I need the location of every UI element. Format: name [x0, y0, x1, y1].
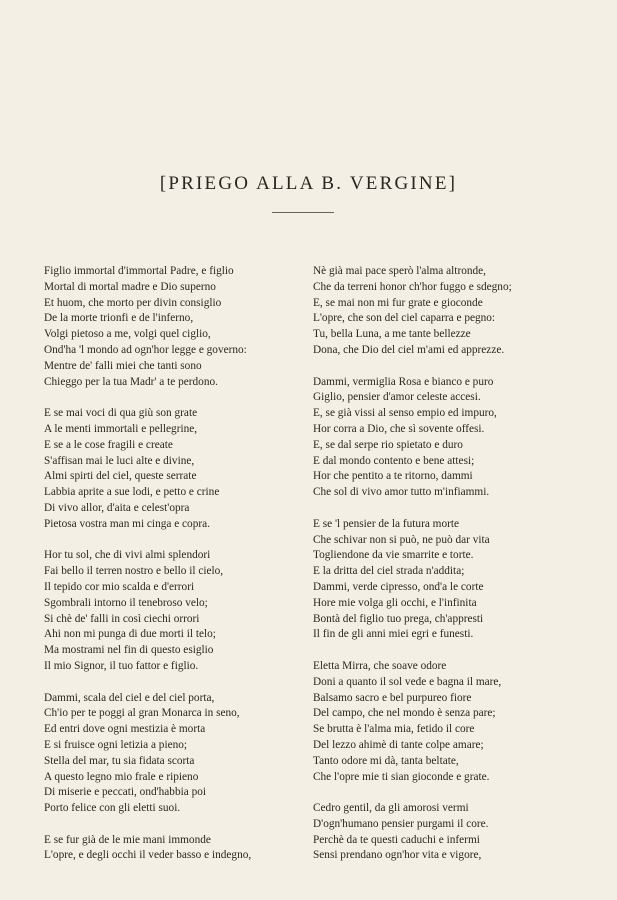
verse-line: Ed entri dove ogni mestizia è morta	[44, 723, 206, 736]
verse-line: Giglio, pensier d'amor celeste accesi.	[313, 391, 481, 404]
verse-line: A le menti immortali e pellegrine,	[44, 422, 198, 435]
verse-line: E se a le cose fragili e create	[44, 438, 173, 451]
verse-line: D'ogn'humano pensier purgami il core.	[313, 817, 489, 830]
verse-line: Mentre de' falli miei che tanti sono	[44, 359, 202, 372]
verse-line: Almi spirti del ciel, queste serrate	[44, 470, 197, 483]
poem-column-right	[313, 264, 575, 880]
verse-line: Si chè de' falli in così ciechi orrori	[44, 612, 200, 625]
verse-line: E dal mondo contento e bene attesi;	[313, 454, 475, 467]
poem-column-left	[44, 264, 294, 880]
verse-line: Che l'opre mie ti sian gioconde e grate.	[313, 770, 490, 783]
verse-line: E se fur già de le mie mani immonde	[44, 833, 211, 846]
verse-line: E la dritta del ciel strada n'addita;	[313, 565, 465, 578]
verse-line: Tanto odore mi dà, tanta beltate,	[313, 754, 459, 767]
verse-line: Stella del mar, tu sia fidata scorta	[44, 754, 195, 767]
verse-line: Eletta Mirra, che soave odore	[313, 659, 447, 672]
stanza	[44, 548, 294, 674]
verse-line: Labbia aprite a sue lodi, e petto e crine	[44, 486, 220, 499]
verse-line: Ahi non mi punga di due morti il telo;	[44, 628, 216, 641]
verse-line: Hor corra a Dio, che sì sovente offesi.	[313, 422, 485, 435]
stanza	[313, 801, 575, 864]
verse-line: Che schivar non si può, ne può dar vita	[313, 533, 490, 546]
verse-line: A questo legno mio frale e ripieno	[44, 770, 199, 783]
verse-line: Chieggo per la tua Madr' a te perdono.	[44, 375, 218, 388]
verse-line: Dammi, verde cipresso, ond'a le corte	[313, 580, 484, 593]
verse-line: S'affisan mai le luci alte e divine,	[44, 454, 195, 467]
verse-line: Che sol di vivo amor tutto m'infiammi.	[313, 486, 490, 499]
verse-line: E, se già vissi al senso empio ed impuro,	[313, 407, 497, 420]
verse-line: Tu, bella Luna, a me tante bellezze	[313, 328, 471, 341]
verse-line: Sensi prendano ogn'hor vita e vigore,	[313, 849, 482, 862]
verse-line: Togliendone da vie smarrite e torte.	[313, 549, 474, 562]
verse-line: E, se mai non mi fur grate e gioconde	[313, 296, 483, 309]
verse-line: Dammi, scala del ciel e del ciel porta,	[44, 691, 215, 704]
verse-line: Ch'io per te poggi al gran Monarca in seno,	[44, 707, 240, 720]
stanza	[313, 375, 575, 501]
verse-line: Pietosa vostra man mi cinga e copra.	[44, 517, 210, 530]
verse-line: Di miserie e peccati, ond'habbia poi	[44, 786, 207, 799]
verse-line: Se brutta è l'alma mia, fetido il core	[313, 723, 475, 736]
verse-line: Figlio immortal d'immortal Padre, e figlio	[44, 265, 234, 277]
verse-line: Nè già mai pace sperò l'alma altronde,	[313, 265, 486, 277]
verse-line: Volgi pietoso a me, volgi quel ciglio,	[44, 328, 211, 341]
verse-line: Del campo, che nel mondo è senza pare;	[313, 707, 496, 720]
verse-line: Mortal di mortal madre e Dio superno	[44, 280, 216, 293]
verse-line: E se 'l pensier de la futura morte	[313, 517, 460, 530]
verse-line: Porto felice con gli eletti suoi.	[44, 802, 181, 815]
verse-line: E si fruisce ogni letizia a pieno;	[44, 738, 188, 751]
verse-line: E se mai voci di qua giù son grate	[44, 407, 198, 420]
stanza	[44, 264, 294, 390]
title-divider	[272, 212, 334, 213]
verse-line: Hor che pentito a te ritorno, dammi	[313, 470, 473, 483]
verse-line: E, se dal serpe rio spietato e duro	[313, 438, 463, 451]
stanza	[44, 833, 294, 865]
verse-line: Ma mostrami nel fin di questo esiglio	[44, 644, 214, 657]
verse-line: Di vivo allor, d'aita e celest'opra	[44, 501, 190, 514]
stanza	[313, 659, 575, 785]
verse-line: Balsamo sacro e bel purpureo fiore	[313, 691, 472, 704]
verse-line: Il fin de gli anni miei egri e funesti.	[313, 628, 474, 641]
verse-line: Del lezzo ahimè di tante colpe amare;	[313, 738, 484, 751]
verse-line: Bontà del figlio tuo prega, ch'appresti	[313, 612, 484, 625]
verse-line: Dammi, vermiglia Rosa e bianco e puro	[313, 375, 494, 388]
stanza	[313, 264, 575, 359]
verse-line: L'opre, che son del ciel caparra e pegno:	[313, 312, 496, 325]
verse-line: De la morte trionfi e de l'inferno,	[44, 312, 194, 325]
verse-line: Hor tu sol, che di vivi almi splendori	[44, 549, 211, 562]
page-title: [PRIEGO ALLA B. VERGINE]	[159, 173, 458, 194]
verse-line: Il mio Signor, il tuo fattor e figlio.	[44, 659, 199, 672]
verse-line: Et huom, che morto per divin consiglio	[44, 296, 222, 309]
verse-line: Sgombrali intorno il tenebroso velo;	[44, 596, 208, 609]
verse-line: Il tepido cor mio scalda e d'errori	[44, 580, 195, 593]
verse-line: Perchè da te questi caduchi e infermi	[313, 833, 480, 846]
verse-line: L'opre, e degli occhi il veder basso e indegno,	[44, 849, 252, 862]
verse-line: Ond'ha 'l mondo ad ogn'hor legge e governo:	[44, 343, 247, 356]
verse-line: Cedro gentil, da gli amorosi vermi	[313, 802, 469, 815]
stanza	[44, 691, 294, 817]
stanza	[313, 517, 575, 643]
verse-line: Doni a quanto il sol vede e bagna il mare,	[313, 675, 502, 688]
stanza	[44, 406, 294, 532]
verse-line: Hore mie volga gli occhi, e l'infinita	[313, 596, 477, 609]
verse-line: Fai bello il terren nostro e bello il cielo,	[44, 565, 224, 578]
verse-line: Che da terreni honor ch'hor fuggo e sdegno;	[313, 280, 512, 293]
verse-line: Dona, che Dio del ciel m'ami ed apprezze.	[313, 343, 505, 356]
